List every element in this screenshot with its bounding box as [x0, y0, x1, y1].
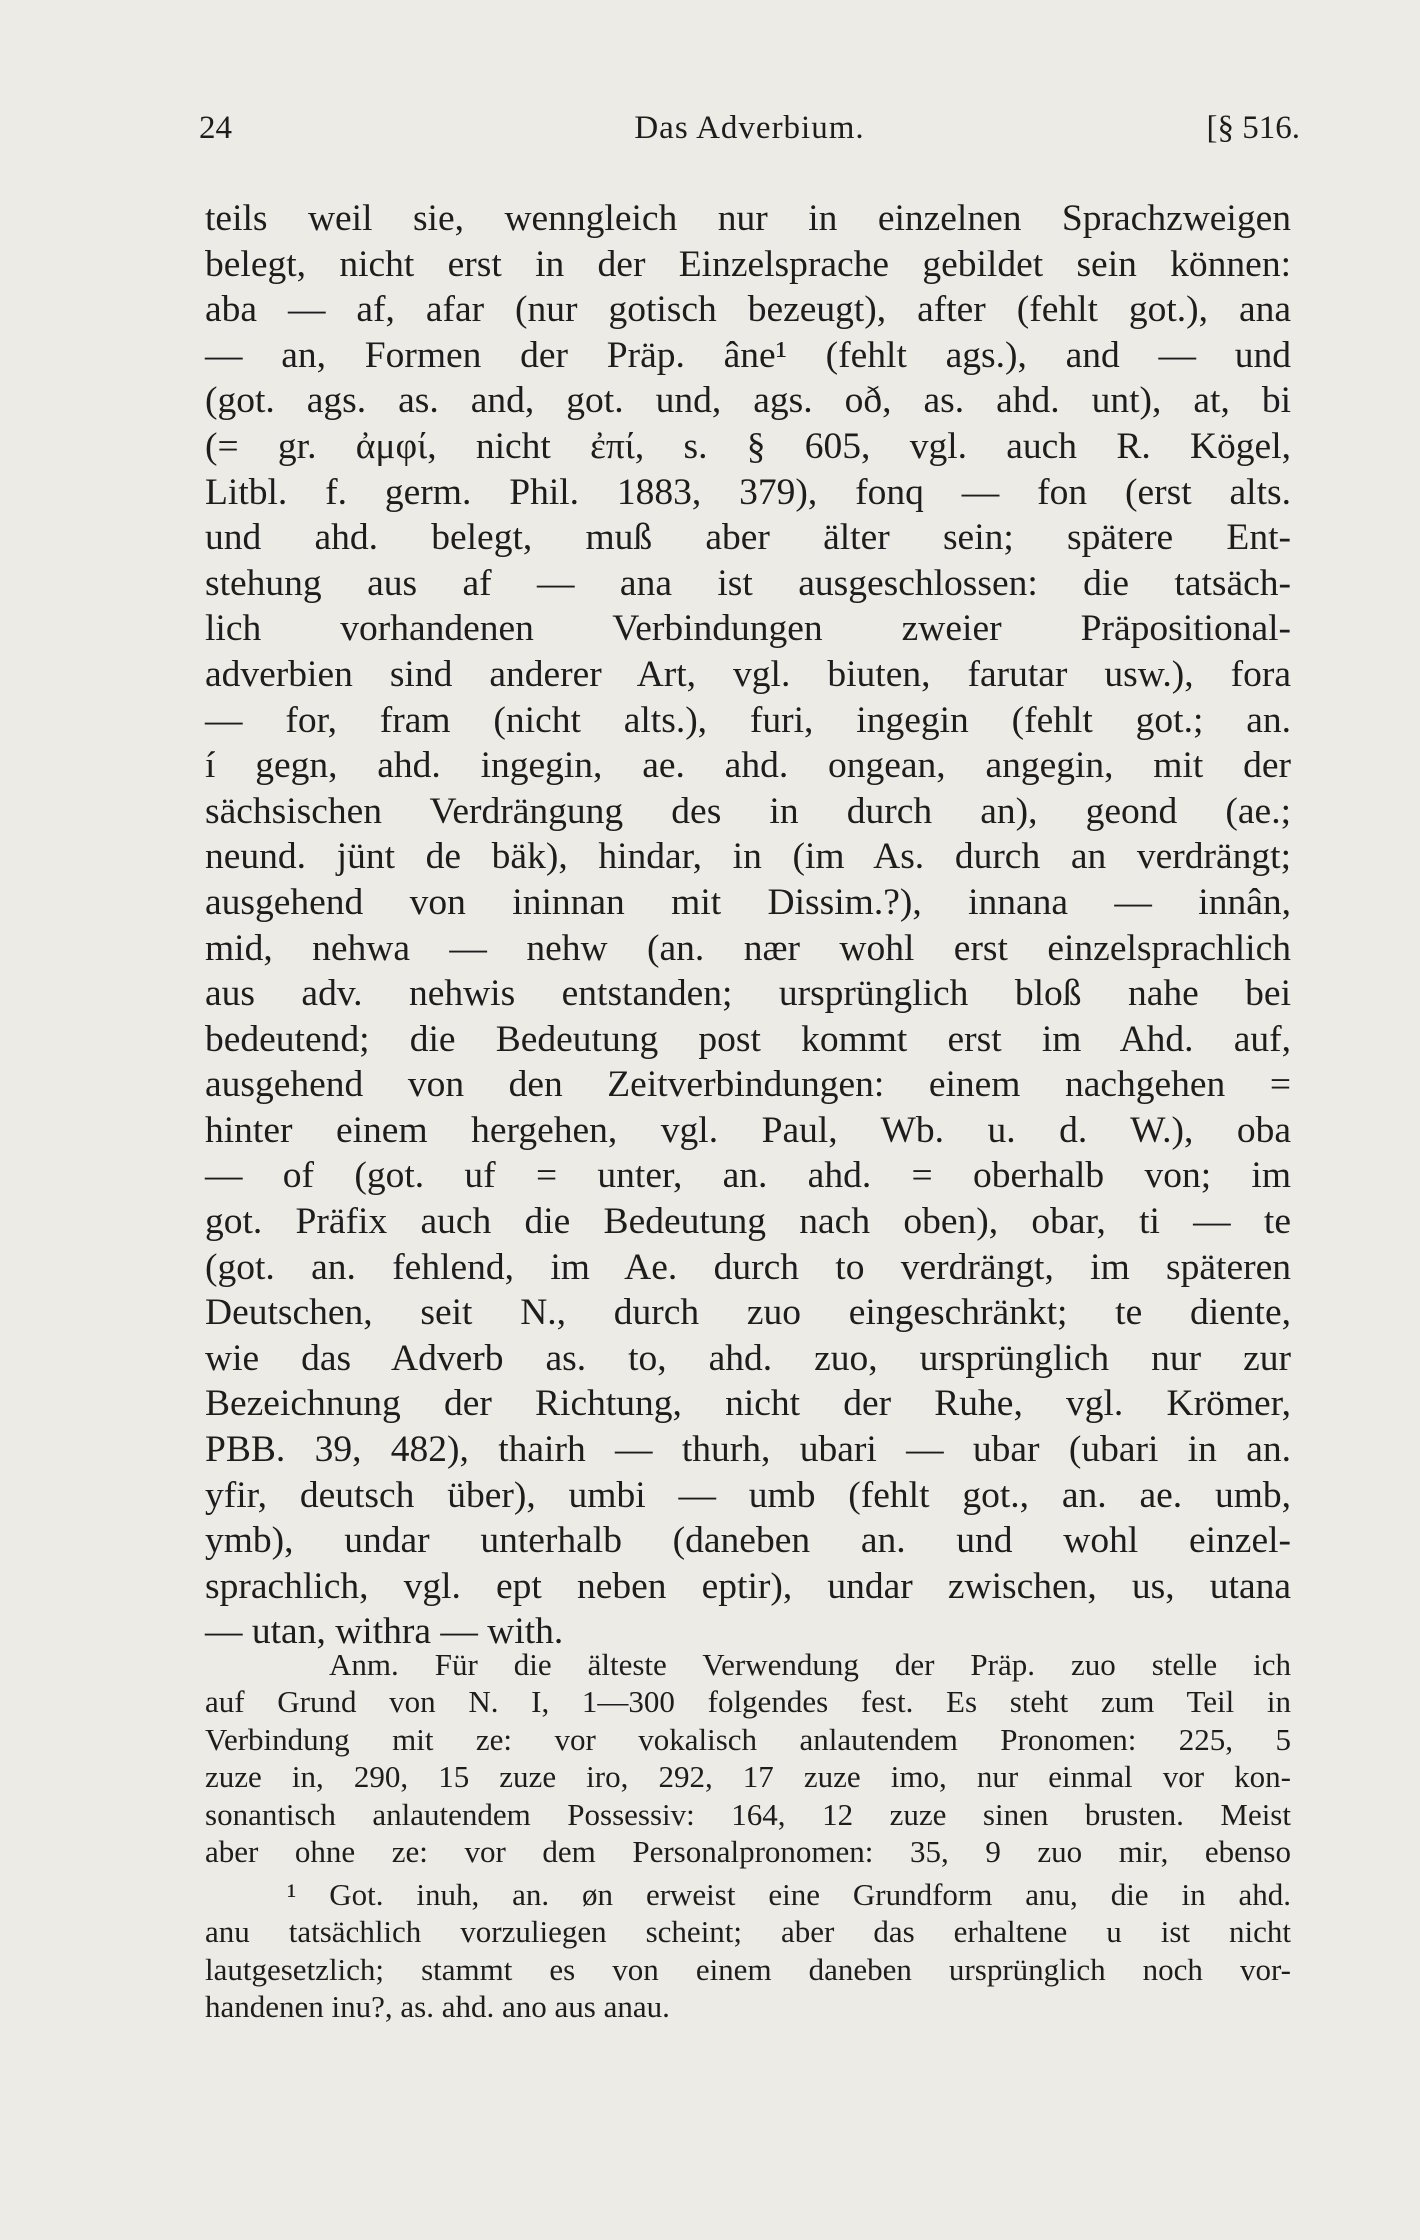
- footnote-line: lautgesetzlich; stammt es von einem daneben ursprünglich noch vor-: [205, 1951, 1291, 1987]
- main-text: [205, 196, 1291, 1655]
- text-line: aus adv. nehwis entstanden; ursprünglich bloß nahe bei: [205, 973, 1291, 1015]
- text-line: stehung aus af — ana ist ausgeschlossen: die tatsäch-: [205, 562, 1291, 604]
- text-line: ausgehend von den Zeitverbindungen: einem nachgehen =: [205, 1064, 1291, 1106]
- text-line: — utan, withra — with.: [205, 1611, 564, 1653]
- text-line: Bezeichnung der Richtung, nicht der Ruhe, vgl. Krömer,: [205, 1383, 1291, 1425]
- note-line: aber ohne ze: vor dem Personalpronomen: 35, 9 zuo mir, ebenso: [205, 1834, 1291, 1870]
- text-line: — of (got. uf = unter, an. ahd. = oberhalb von; im: [205, 1155, 1291, 1197]
- text-line: — for, fram (nicht alts.), furi, ingegin (fehlt got.; an.: [205, 699, 1291, 741]
- note-line: sonantisch anlautendem Possessiv: 164, 12 zuze sinen brusten. Meist: [205, 1796, 1291, 1832]
- text-line: lich vorhandenen Verbindungen zweier Präpositional-: [205, 608, 1291, 650]
- text-line: (got. ags. as. and, got. und, ags. oð, as. ahd. unt), at, bi: [205, 380, 1291, 422]
- text-line: und ahd. belegt, muß aber älter sein; spätere Ent-: [205, 517, 1291, 559]
- note-line: Verbindung mit ze: vor vokalisch anlautendem Pronomen: 225, 5: [205, 1721, 1291, 1757]
- text-line: aba — af, afar (nur gotisch bezeugt), after (fehlt got.), ana: [205, 289, 1291, 331]
- text-line: Litbl. f. germ. Phil. 1883, 379), fonq — fon (erst alts.: [205, 471, 1291, 513]
- text-line: yfir, deutsch über), umbi — umb (fehlt got., an. ae. umb,: [205, 1474, 1291, 1516]
- footnote: [205, 1876, 1291, 2026]
- footnote-line: anu tatsächlich vorzuliegen scheint; aber das erhaltene u ist nicht: [205, 1914, 1291, 1950]
- text-line: teils weil sie, wenngleich nur in einzelnen Sprachzweigen: [205, 198, 1291, 239]
- page-number: 24: [199, 110, 232, 146]
- note-line: zuze in, 290, 15 zuze iro, 292, 17 zuze imo, nur einmal vor kon-: [205, 1759, 1291, 1795]
- text-line: adverbien sind anderer Art, vgl. biuten, farutar usw.), fora: [205, 653, 1291, 695]
- text-line: sächsischen Verdrängung des in durch an), geond (ae.;: [205, 790, 1291, 832]
- text-line: got. Präfix auch die Bedeutung nach oben), obar, ti — te: [205, 1201, 1291, 1243]
- text-line: sprachlich, vgl. ept neben eptir), undar zwischen, us, utana: [205, 1565, 1291, 1607]
- note-line: auf Grund von N. I, 1—300 folgendes fest. Es steht zum Teil in: [205, 1684, 1291, 1720]
- section-reference: [§ 516.: [1206, 110, 1300, 146]
- text-line: neund. jünt de bäk), hindar, in (im As. durch an verdrängt;: [205, 836, 1291, 878]
- annotation-note: [205, 1646, 1291, 1870]
- text-line: ymb), undar unterhalb (daneben an. und wohl einzel-: [205, 1520, 1291, 1562]
- text-line: ausgehend von ininnan mit Dissim.?), innana — innân,: [205, 881, 1291, 923]
- note-line: Anm. Für die älteste Verwendung der Präp. zuo stelle ich: [329, 1647, 1291, 1682]
- text-line: Deutschen, seit N., durch zuo eingeschränkt; te diente,: [205, 1292, 1291, 1334]
- text-line: hinter einem hergehen, vgl. Paul, Wb. u. d. W.), oba: [205, 1109, 1291, 1151]
- footnote-line: handenen inu?, as. ahd. ano aus anau.: [205, 1989, 670, 2025]
- text-line: bedeutend; die Bedeutung post kommt erst im Ahd. auf,: [205, 1018, 1291, 1060]
- text-line: belegt, nicht erst in der Einzelsprache gebildet sein können:: [205, 243, 1291, 285]
- text-line: (got. an. fehlend, im Ae. durch to verdrängt, im späteren: [205, 1246, 1291, 1288]
- text-line: wie das Adverb as. to, ahd. zuo, ursprünglich nur zur: [205, 1337, 1291, 1379]
- text-line: (= gr. ἀμφί, nicht ἐπί, s. § 605, vgl. auch R. Kögel,: [205, 425, 1291, 467]
- footnote-line: ¹ Got. inuh, an. øn erweist eine Grundform anu, die in ahd.: [287, 1877, 1291, 1912]
- text-line: PBB. 39, 482), thairh — thurh, ubari — ubar (ubari in an.: [205, 1429, 1291, 1471]
- running-header: [199, 110, 1300, 160]
- text-line: — an, Formen der Präp. âne¹ (fehlt ags.), and — und: [205, 334, 1291, 376]
- running-title: Das Adverbium.: [634, 110, 865, 146]
- text-line: mid, nehwa — nehw (an. nær wohl erst einzelsprachlich: [205, 927, 1291, 969]
- text-line: í gegn, ahd. ingegin, ae. ahd. ongean, angegin, mit der: [205, 745, 1291, 787]
